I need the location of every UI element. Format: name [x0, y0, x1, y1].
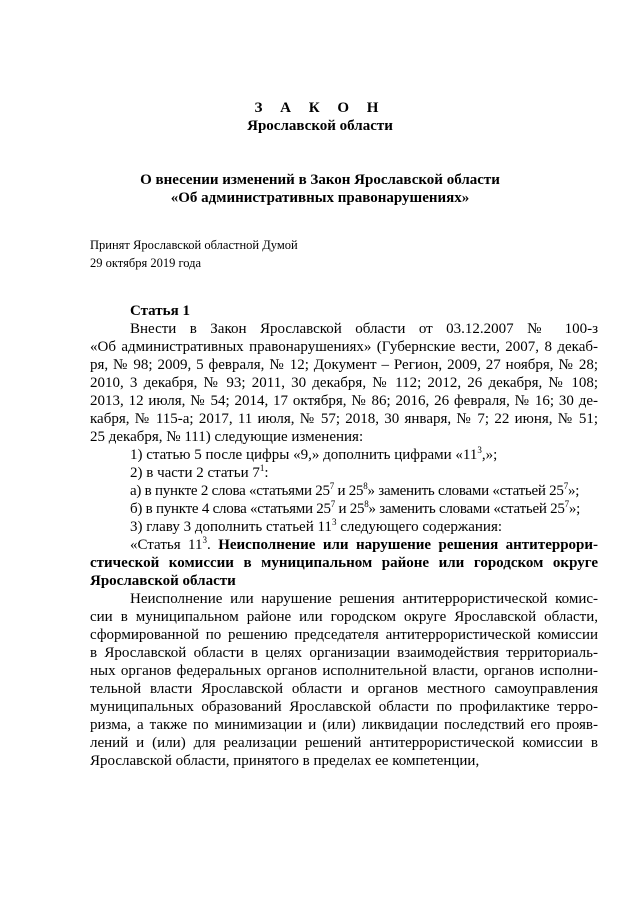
new-article-body-line: ных органов федеральных органов исполнительной власти, органов исполни- [90, 663, 598, 679]
law-title-line-1: О внесении изменений в Закон Ярославской области [140, 172, 500, 188]
new-article-body-line: ризма, а также по минимизации и (или) ликвидации последствий его прояв- [90, 717, 598, 733]
amendment-item-3: 3) главу 3 дополнить статьей $11^3$ следующего содержания: [130, 517, 503, 535]
intro-line: 2013, 12 июля, № 54; 2014, 17 октября, № 86; 2016, 26 февраля, № 16; 30 де- [90, 393, 598, 409]
amendment-item-1: 1) статью 5 после цифры «9,» дополнить цифрами «$11^3$,»; [130, 445, 498, 463]
new-article-body-line: в Ярославской области в целях организации взаимодействия территориаль- [90, 645, 598, 661]
amendment-item-2b: б) в пункте 4 слова «статьями $25^7$ и $25^8$» заменить словами «статьей $25^7$»; [130, 499, 581, 517]
intro-line: «Об административных правонарушениях» (Губернские вести, 2007, 8 декаб- [90, 339, 598, 355]
new-article-body-line: муниципальных образований Ярославской области по профилактике терро- [90, 699, 598, 715]
intro-line: кабря, № 115-а; 2017, 11 июля, № 57; 2018, 30 января, № 7; 22 июня, № 51; [90, 411, 598, 427]
law-title-line-2: «Об административных правонарушениях» [170, 190, 470, 206]
intro-line: ря, № 98; 2009, 5 февраля, № 12; Документ – Регион, 2009, 27 ноября, № 28; [90, 357, 598, 373]
amendment-item-2a: а) в пункте 2 слова «статьями $25^7$ и $25^8$» заменить словами «статьей $25^7$»; [130, 481, 580, 499]
new-article-body-line: лений и (или) для реализации решений антитеррористической комиссии в [90, 735, 598, 751]
new-article-body-line: сформированной по решению председателя антитеррористической комиссии [90, 627, 598, 643]
new-article-heading-line-1: «Статья $11^3$. Неисполнение или нарушение решения антитеррори- [130, 535, 599, 553]
amendment-item-2: 2) в части 2 статьи $7^1$: [130, 463, 269, 481]
law-region: Ярославской области [247, 118, 393, 134]
intro-line: Внести в Закон Ярославской области от 03.12.2007 № 100-з [130, 321, 598, 337]
new-article-body-line: сии в муниципальном районе или городском округе Ярославской области, [90, 609, 598, 625]
new-article-body-line: Неисполнение или нарушение решения антитеррористической комис- [130, 591, 598, 607]
law-heading: З А К О Н [254, 100, 386, 116]
new-article-heading-line-2: стической комиссии в муниципальном районе или городском округе [90, 555, 598, 571]
new-article-body-line: Ярославской области, принятого в пределах ее компетенции, [90, 753, 480, 769]
new-article-body-line: тельной власти Ярославской области и органов местного самоуправления [90, 681, 598, 697]
intro-line: 25 декабря, № 111) следующие изменения: [90, 429, 364, 445]
adoption-body: Принят Ярославской областной Думой [90, 238, 298, 252]
new-article-heading-line-3: Ярославской области [90, 573, 236, 589]
intro-line: 2010, 3 декабря, № 93; 2011, 30 декабря, № 112; 2012, 26 декабря, № 108; [90, 375, 598, 391]
adoption-date: 29 октября 2019 года [90, 256, 202, 270]
article-heading: Статья 1 [130, 303, 190, 319]
